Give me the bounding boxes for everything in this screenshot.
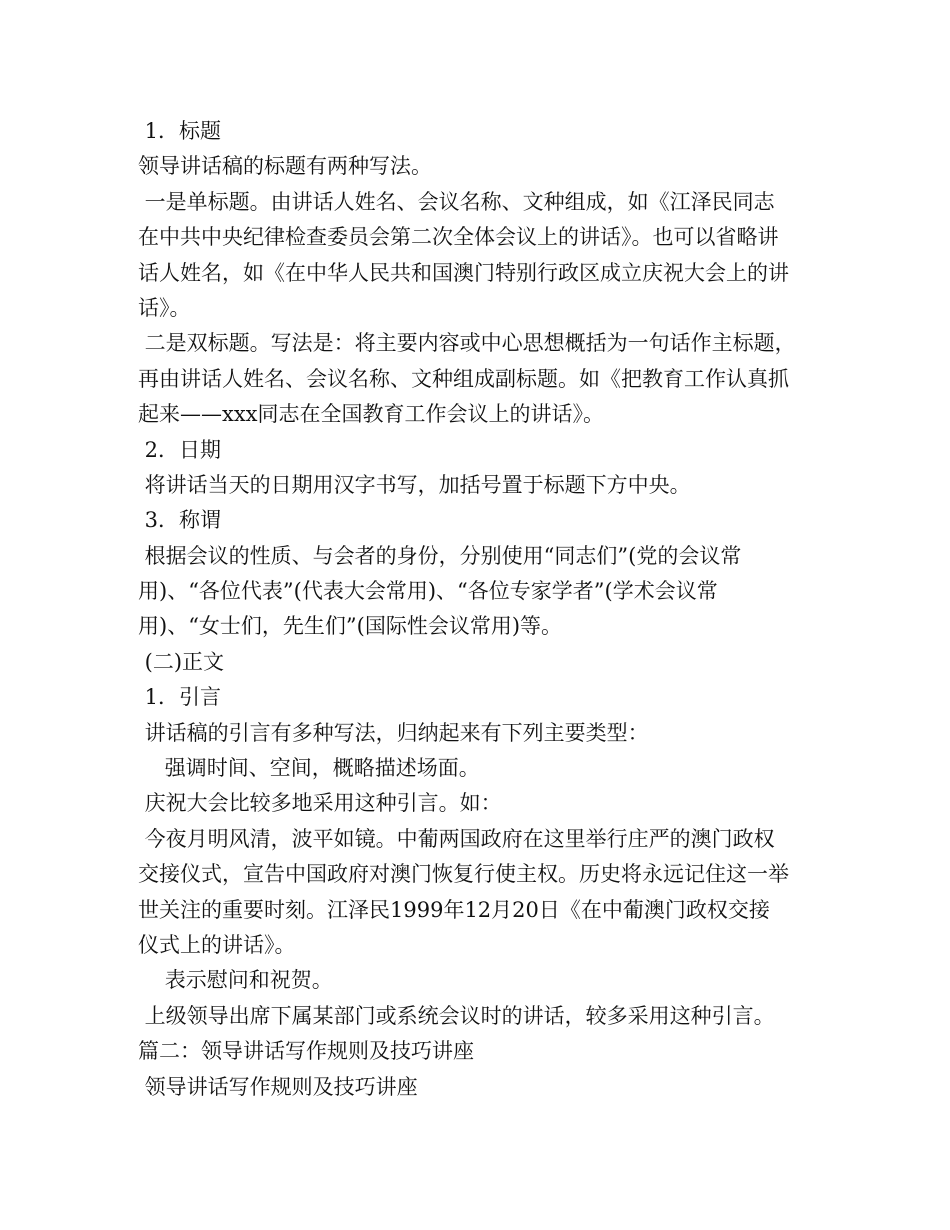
paragraph-line: 今夜月明风清，波平如镜。中葡两国政府在这里举行庄严的澳门政权 [138, 826, 775, 851]
paragraph-line: 起来——xxx同志在全国教育工作会议上的讲话》。 [138, 402, 605, 427]
section-heading-date: 2．日期 [138, 437, 222, 462]
paragraph-line: 一是单标题。由讲话人姓名、会议名称、文种组成，如《江泽民同志 [138, 189, 775, 214]
paragraph-line: 用)、“女士们，先生们”(国际性会议常用)等。 [138, 614, 563, 639]
paragraph-line: 将讲话当天的日期用汉字书写，加括号置于标题下方中央。 [138, 472, 691, 497]
paragraph-line: 表示慰问和祝贺。 [138, 968, 333, 993]
paragraph-line: 话》。 [138, 295, 191, 320]
part-heading: 篇二：领导讲话写作规则及技巧讲座 [138, 1039, 474, 1064]
paragraph-line: 讲话稿的引言有多种写法，归纳起来有下列主要类型： [138, 720, 649, 745]
part-subtitle: 领导讲话写作规则及技巧讲座 [138, 1074, 418, 1099]
section-heading-salutation: 3．称谓 [138, 508, 222, 533]
paragraph-line: 仪式上的讲话》。 [138, 932, 296, 957]
paragraph-line: 二是双标题。写法是：将主要内容或中心思想概括为一句话作主标题， [138, 331, 796, 356]
paragraph-line: 根据会议的性质、与会者的身份，分别使用“同志们”(党的会议常 [138, 543, 742, 568]
paragraph-line: 上级领导出席下属某部门或系统会议时的讲话，较多采用这种引言。 [138, 1003, 775, 1028]
paragraph-line: 领导讲话稿的标题有两种写法。 [138, 154, 432, 179]
paragraph-line: 交接仪式，宣告中国政府对澳门恢复行使主权。历史将永远记住这一举 [138, 862, 789, 887]
paragraph-line: 用)、“各位代表”(代表大会常用)、“各位专家学者”(学术会议常 [138, 579, 718, 604]
document-body [138, 114, 828, 1105]
paragraph-line: 话人姓名，如《在中华人民共和国澳门特别行政区成立庆祝大会上的讲 [138, 260, 789, 285]
paragraph-line: 在中共中央纪律检查委员会第二次全体会议上的讲话》。也可以省略讲 [138, 225, 779, 250]
paragraph-line: 世关注的重要时刻。江泽民1999年12月20日《在中葡澳门政权交接 [138, 897, 770, 922]
paragraph-line: 再由讲话人姓名、会议名称、文种组成副标题。如《把教育工作认真抓 [138, 366, 789, 391]
paragraph-line: 强调时间、空间，概略描述场面。 [138, 756, 480, 781]
section-heading-title: 1．标题 [138, 119, 222, 143]
section-heading-body: (二)正文 [138, 649, 225, 674]
section-heading-introduction: 1．引言 [138, 685, 222, 710]
paragraph-line: 庆祝大会比较多地采用这种引言。如： [138, 791, 502, 816]
